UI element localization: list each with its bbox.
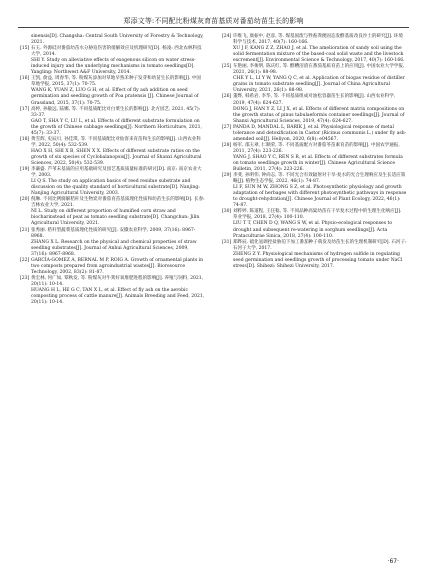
reference-entry [20, 228, 205, 240]
reference-text: 李谦盛. 芦苇末基质的应用基础研究及园艺基质质量标准的研讨[D]. 南京: 南京农业大学, 2003. [31, 167, 202, 179]
reference-entry [222, 94, 407, 106]
reference-number: [17] [20, 106, 30, 112]
reference-text: 董烨, 韩希岩, 李华, 等. 不同基质组成对油松容器苗生长的影响[J]. 山西农业科学, 2019, 47(4): 624-627. [233, 94, 396, 106]
reference-number: [15] [20, 46, 30, 52]
reference-entry [20, 149, 205, 167]
reference-text: CHE Y L, LI Y W, YANG Q C, et al. Application of biogas residue of distiller grains in tomato substrate seedling[J]. Journal of China Agricultural University, 2021, 26(1): 88-98. [233, 76, 405, 94]
reference-text: 车艳丽, 李俊明, 陈庆红, 等. 酵糟沼渣在番茄基质育苗上的应用[J]. 中国农业大学学报, 2021, 26(1): 88-98. [233, 64, 405, 76]
reference-text: XU J F, KANG Z Z, ZHAO J, et al. The amelioration of sandy soil using the solid fermentation mixture of the based-coal solid waste and the livestock excrement[J]. Environmental Science & Technology, 2017, 40(7): 160-166. [233, 46, 405, 64]
reference-entry [222, 252, 407, 270]
reference-text: HAO X H, SHI X B, SHEN X X. Effects of different substrate ratios on the growth of six species of Cyclobalanopsis[J]. Journal of Shanxi Agricultural Sciences, 2022, 50(4): 532-539. [31, 148, 202, 166]
running-header: 郑添文等:不同配比粉煤灰育苗基质对番茄幼苗生长的影响 [123, 17, 304, 25]
reference-entry [20, 288, 205, 306]
page-number: ·67· [387, 558, 399, 565]
reference-entry [20, 58, 205, 76]
reference-number: [31] [222, 239, 232, 245]
reference-text: 黄雪辉, 史辰川, 孙佳琪, 等. 不同基质配比对仙客来育苗和生长的影响[J]. 山西农业科学, 2022, 50(4): 532-539. [31, 136, 201, 148]
reference-entry [20, 197, 205, 209]
reference-entry [20, 209, 205, 227]
reference-text: sinensis[D]. Changsha: Central South University of Forestry & Technology, 2021. [31, 34, 204, 46]
reference-text: 石玉. 外源硅对番茄幼苗水分胁迫伤害的缓解效应及机理研究[D]. 杨凌: 西北农林科技大学, 2014. [31, 46, 202, 58]
reference-entry [20, 240, 205, 258]
reference-entry [20, 119, 205, 137]
reference-text: 黄宏林, 何广如, 覃秋发, 等. 粉煤灰对牛粪好氧堆肥进程的影响[J]. 养殖与饲料, 2021, 20(11): 10-14. [31, 275, 204, 287]
reference-text: LI F, SUN M W, ZHONG S Z, et al. Photosynthetic physiology and growth adaptation of herbages with different photosynthetic pathways in response to drought-rehydration[J]. Chinese Journal of Plant Ecology, 2022, 46(1): 74-87. [233, 185, 407, 209]
reference-entry [222, 125, 407, 143]
reference-entry [222, 155, 407, 173]
reference-entry [222, 221, 407, 239]
reference-text: 郑晔辰. 硫化氢调控盐胁迫下加工番茄种子萌发及幼苗生长的生理机制研究[D]. 石河子: 石河子大学, 2017. [233, 239, 407, 251]
reference-number: [19] [20, 167, 30, 173]
reference-number: [30] [222, 209, 232, 215]
reference-text: PANDA D, MANDAL L, BARIK J, et al. Physiological response of metal tolerance and detoxification in Castor (Ricinus communis L.) under fly ash-amended soil[J]. Heliyon, 2020, 6(8): e04567. [233, 124, 407, 142]
reference-text: LI Q S. The study on application basics of reed residue substrate and discussion on the quality standard of horticultural substrate[D]. Nanjing: Nanjing Agricultural University, 2003. [31, 179, 200, 197]
reference-text: ZHENG Z Y. Physiological mechanisms of hydrogen sulfide in regulating seed germination and seedlings growth of processing tomato under NaCl stress[D]. Shihezi: Shihezi University, 2017. [233, 251, 403, 269]
reference-text: 张秀丽. 秸秆型蔬菜基质理化性质的研究[J]. 安徽农业科学, 2009, 37(16): 8967-8968. [31, 227, 196, 239]
reference-entry [222, 185, 407, 209]
reference-entry [20, 179, 205, 197]
reference-text: GARCÍA-GOMEZ A, BERNAL M P, ROIG A. Growth of ornamental plants in two composts prepared from agroindustrial wastes[J]. Bioresource Technology, 2002, 83(2): 81-87. [31, 257, 204, 275]
reference-entry [222, 76, 407, 94]
reference-text: YANG J, SHAO Y C, REN S R, et al. Effects of different substrates formula on tomato seedlings growth in winter[J]. Chinese Agricultural Science Bulletin, 2011, 27(4): 223-226. [233, 154, 403, 173]
reference-text: NI L. Study on different proportion of humified corn straw and biocharinstead of peat as tomato seedling substrate[D]. Changchun: Jilin Agricultural University, 2021. [31, 209, 200, 227]
reference-text: DONG J, HAN Y Z, LI J X, et al. Effects of different matrix compositions on the growth status of pinus tabulaeformis container seedlings[J]. Journal of Shanxi Agricultural Sciences, 2019, 47(4): 624-627. [233, 106, 405, 124]
reference-text: HUANG H L, HE G C, TAN X L, et al. Effect of fly ash on the aerobic composting process of cattle manure[J]. Animals Breeding and Feed, 2021, 20(11): 10-14. [31, 287, 205, 306]
reference-entry [20, 107, 205, 119]
reference-text: ZHANG X L. Research on the physical and chemical properties of straw seedling substrates[J]. Journal of Anhui Agricultural Sciences, 2009, 37(16): 8967-8968. [31, 239, 197, 257]
reference-number: [29] [222, 173, 232, 179]
reference-entry [222, 209, 407, 221]
reference-entry [222, 107, 407, 125]
reference-number: [21] [20, 227, 30, 233]
reference-entry [222, 34, 407, 46]
reference-number: [28] [222, 142, 232, 148]
reference-entry [222, 143, 407, 155]
reference-text: 倪琳. 不同比例腐解秸秆及生物炭对番茄育苗基质理化性质和幼苗生长的影响[D]. 长春: 吉林农业大学, 2021. [31, 197, 205, 209]
reference-number: [25] [222, 64, 232, 70]
reference-text: 高婷, 孙敏远, 陆娜, 等. 不同基质配比对白菜生长的影响[J]. 北方园艺, 2021, 45(7): 33-37. [31, 106, 201, 118]
reference-entry [222, 64, 407, 76]
reference-entry [20, 276, 205, 288]
references-right-column [222, 34, 407, 270]
reference-number: [18] [20, 136, 30, 142]
reference-text: WANG K, YUAN Z, LUO G H, et al. Effect of fly ash addition on seed germination and seedling growth of Poa pratensis [J]. Chinese Journal of Grassland, 2015, 37(1): 70-75. [31, 88, 199, 106]
reference-text: 杨军, 邵玉翠, 仁顺荣, 等. 不同基质配方对番茄苓苗素育苗的影响[J]. 中国农学通报, 2011, 27(4): 223-226. [233, 142, 400, 154]
reference-entry [20, 46, 205, 58]
reference-entry [222, 46, 407, 64]
reference-text: 许维飞, 康振中, 赵彦, 等. 煤基固废与牲畜粪便固态发酵基质改良沙土的研究[J]. 环境科学与技术, 2017, 40(7): 160-166. [233, 34, 403, 46]
reference-text: LIU T T, CHEN D Q, WANG S W, et al. Physio-ecological responses to drought and subsequent re-watering in sorghum seedlings[J]. Acta Prataculturae Sinica, 2018, 27(4): 100-110. [233, 221, 393, 239]
references-left-column [20, 34, 205, 306]
reference-number: [27] [222, 124, 232, 130]
reference-text: 王凯, 俞益, 周春华, 等. 粉煤灰添加对草地早熟禾种子发芽和幼苗生长的影响[J]. 中国草地学报, 2015, 37(1): 70-75. [31, 76, 201, 88]
reference-number: [24] [222, 34, 232, 39]
reference-entry [20, 137, 205, 149]
reference-entry [222, 240, 407, 252]
reference-text: SHI Y. Study on alleviative effects of exogenous silicon on water stress-induced injury and the underlying mechanisms in tomato seedlings[D]. Yangling: Northwest A&F University, 2014. [31, 58, 196, 76]
reference-number: [16] [20, 76, 30, 82]
reference-entry [222, 173, 407, 185]
reference-number: [22] [20, 257, 30, 263]
header-rule [18, 27, 409, 28]
reference-entry [20, 34, 205, 46]
reference-number: [23] [20, 275, 30, 281]
reference-text: 李斐, 孙明伟, 钟尚志, 等. 不同光合有效辐射对干旱-复水的光合生理响应及生长适应策略[J]. 植物生态学报, 2022, 46(1): 74-87. [233, 173, 406, 185]
reference-entry [20, 167, 205, 179]
reference-entry [20, 76, 205, 88]
reference-text: 刘粹婷, 陈道程, 王任稔, 等. 不同品种高粱幼苗在干旱复水过程中的生理生化响应[J]. 草业学报, 2018, 27(4): 100-110. [233, 209, 402, 221]
reference-number: [20] [20, 197, 30, 203]
reference-entry [20, 258, 205, 276]
reference-number: [26] [222, 94, 232, 100]
reference-entry [20, 88, 205, 106]
reference-text: GAO T, SHA Y C, LU L, et al. Effects of different substrate formulation on the growth of Chinese cabbage seedlings[J]. Northern Horticulture, 2021, 45(7): 33-37. [31, 118, 202, 136]
